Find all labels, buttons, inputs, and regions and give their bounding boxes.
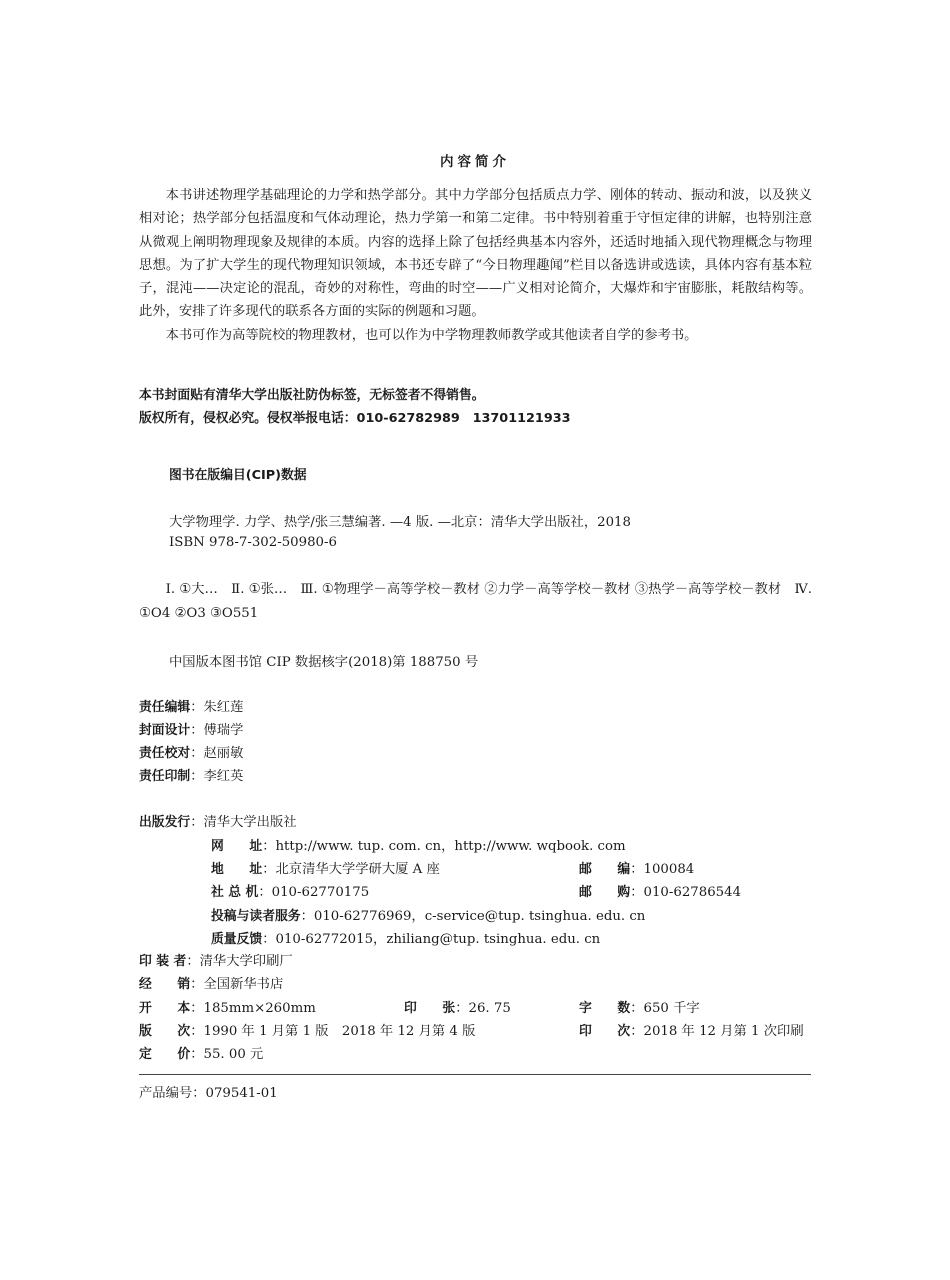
notice-line-2: 版权所有，侵权必究。侵权举报电话：010-62782989 13701121933 <box>139 411 571 426</box>
intro-title: 内容简介 <box>440 154 510 170</box>
distributor-row: 经 销：全国新华书店 <box>139 977 284 992</box>
staff-value: 李红英 <box>203 769 244 784</box>
staff-cover-design: 封面设计：傅瑞学 <box>139 723 244 738</box>
mail-order-row: 邮 购：010-62786544 <box>579 885 742 900</box>
intro-paragraph-2: 本书可作为高等院校的物理教材，也可以作为中学物理教师教学或其他读者自学的参考书。 <box>165 327 698 343</box>
staff-label: 责任印制 <box>139 769 191 784</box>
word-count-row: 字 数：650 千字 <box>579 1001 700 1016</box>
staff-proofreader: 责任校对：赵丽敏 <box>139 746 244 761</box>
anti-counterfeit-notice <box>139 384 819 430</box>
sheets-row: 印 张：26. 75 <box>404 1001 511 1016</box>
staff-value: 朱红莲 <box>203 700 244 715</box>
divider-line <box>139 1074 811 1075</box>
website-row: 网 址：http://www. tup. com. cn，http://www. wqbook. com <box>211 839 626 854</box>
address-row: 地 址：北京清华大学学研大厦 A 座 <box>211 862 440 877</box>
product-code-row: 产品编号：079541-01 <box>139 1086 278 1101</box>
edition-row: 版 次：1990 年 1 月第 1 版 2018 年 12 月第 4 版 <box>139 1024 476 1039</box>
price-row: 定 价：55. 00 元 <box>139 1047 264 1062</box>
staff-label: 封面设计 <box>139 723 191 738</box>
intro-paragraph-1: 本书讲述物理学基础理论的力学和热学部分。其中力学部分包括质点力学、刚体的转动、振动和波，以及狭义相对论；热学部分包括温度和气体动理论，热力学第一和第二定律。书中特别着重于守恒定律的讲解，也特别注意从微观上阐明物理现象及规律的本质。内容的选择上除了包括经典基本内容外，还适时地插入现代物理概念与物理思想。为了扩大学生的现代物理知识领域，本书还专辟了“今日物理趣闻”栏目以备选讲或选读，具体内容有基本粒子，混沌——决定论的混乱，奇妙的对称性，弯曲的时空——广义相对论简介，大爆炸和宇宙膨胀，耗散结构等。此外，安排了许多现代的联系各方面的实际的例题和习题。 <box>139 188 812 320</box>
staff-printing-supervisor: 责任印制：李红英 <box>139 769 244 784</box>
reader-service-row: 投稿与读者服务：010-62776969，c-service@tup. tsinghua. edu. cn <box>211 909 646 924</box>
cip-book-line: 大学物理学. 力学、热学/张三慧编著. —4 版. —北京：清华大学出版社，2018 <box>169 515 631 530</box>
cip-classification: Ⅰ. ①大… Ⅱ. ①张… Ⅲ. ①物理学－高等学校－教材 ②力学－高等学校－教材 ③热学－高等学校－教材 Ⅳ. ①O4 ②O3 ③O551 <box>139 582 812 621</box>
quality-feedback-row: 质量反馈：010-62772015，zhiliang@tup. tsinghua. edu. cn <box>211 932 601 947</box>
publisher-row: 出版发行：清华大学出版社 <box>139 815 297 830</box>
printing-row: 印 次：2018 年 12 月第 1 次印刷 <box>579 1024 804 1039</box>
postcode-row: 邮 编：100084 <box>579 862 695 877</box>
printer-row: 印 装 者：清华大学印刷厂 <box>139 954 293 969</box>
staff-value: 傅瑞学 <box>203 723 244 738</box>
cip-isbn: ISBN 978-7-302-50980-6 <box>169 535 337 550</box>
intro-text <box>139 184 812 347</box>
notice-line-1: 本书封面贴有清华大学出版社防伪标签，无标签者不得销售。 <box>139 388 485 403</box>
staff-editor: 责任编辑：朱红莲 <box>139 700 244 715</box>
cip-classification-block <box>139 578 812 626</box>
staff-value: 赵丽敏 <box>203 746 244 761</box>
cip-verification: 中国版本图书馆 CIP 数据核字(2018)第 188750 号 <box>169 655 479 670</box>
staff-label: 责任编辑 <box>139 700 191 715</box>
switchboard-row: 社 总 机：010-62770175 <box>211 885 370 900</box>
staff-label: 责任校对 <box>139 746 191 761</box>
format-row: 开 本：185mm×260mm <box>139 1001 316 1016</box>
cip-title: 图书在版编目(CIP)数据 <box>169 468 307 483</box>
